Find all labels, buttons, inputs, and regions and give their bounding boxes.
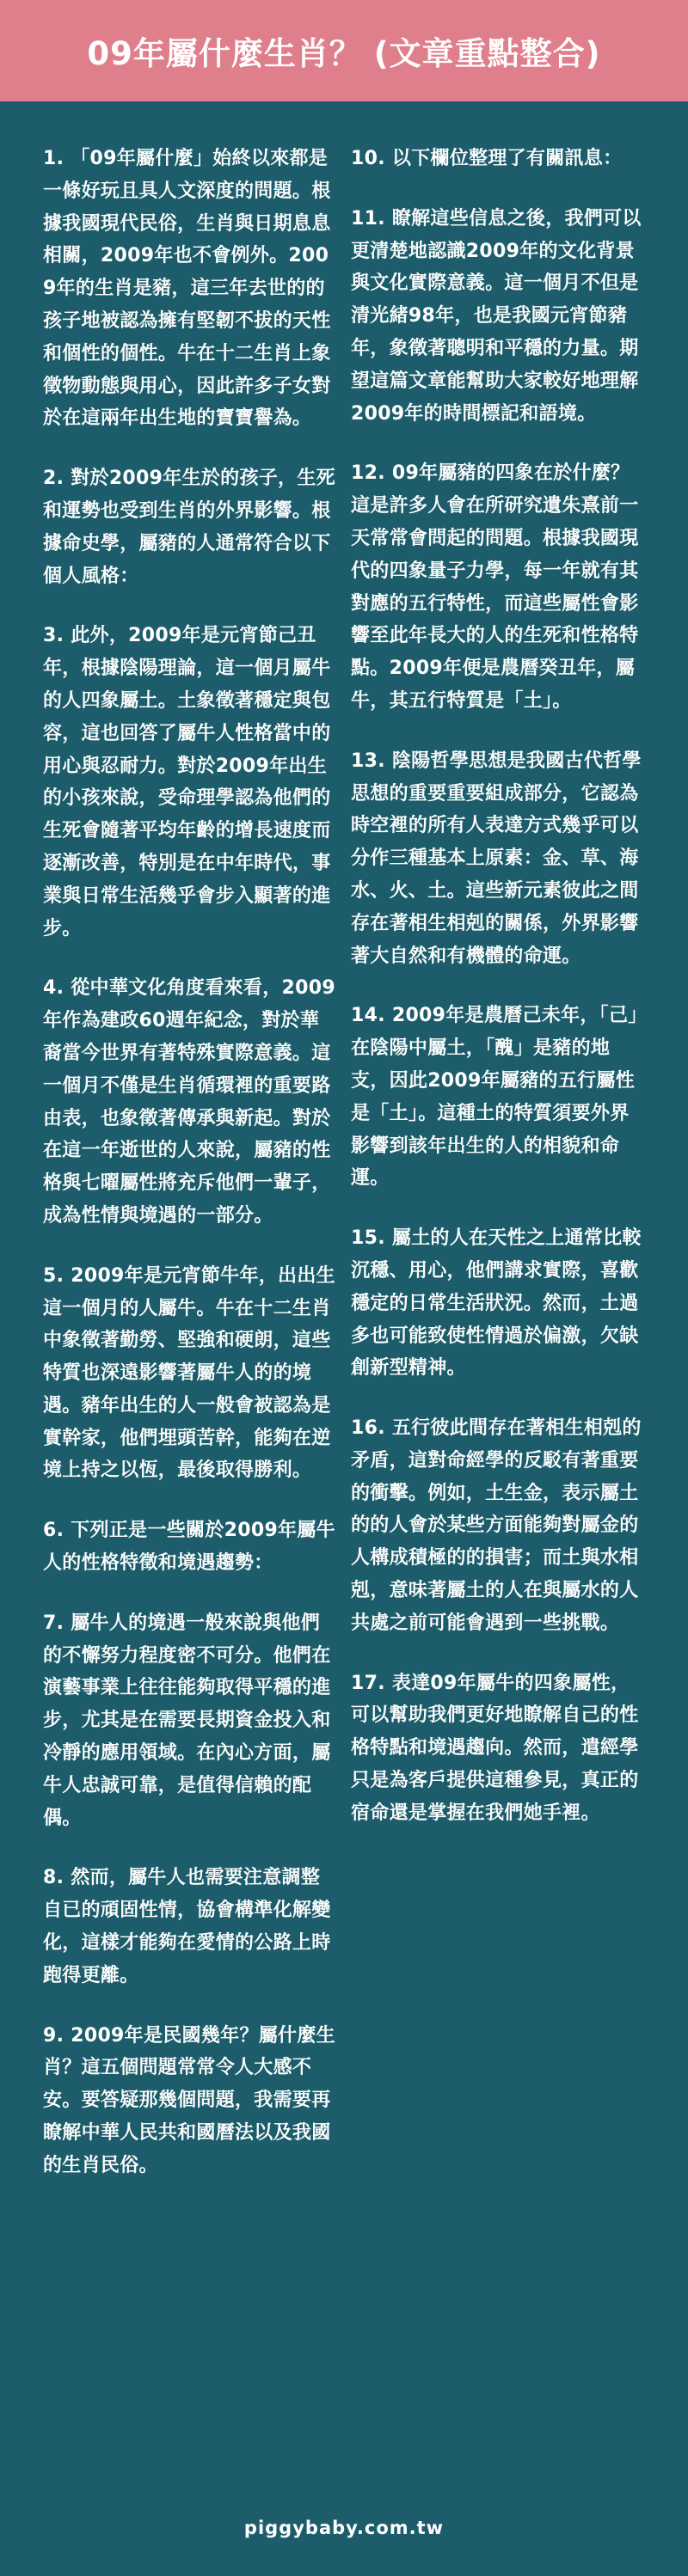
paragraph-13: 13. 陰陽哲學思想是我國古代哲學思想的重要重要組成部分，它認為時空裡的所有人表達方式幾乎可以分作三種基本上原素：金、草、海水、火、土。這些新元素彼此之間存在著相生相剋的關係，外界影響著大自然和有機體的命運。 <box>351 750 642 967</box>
paragraph-4: 4. 從中華文化角度看來看，2009年作為建政60週年紀念，對於華裔當今世界有著特殊實際意義。這一個月不僅是生肖循環裡的重要路由表，也象徵著傳承與新起。對於在這一年逝世的人來說，屬豬的性格與七曜屬性將充斥他們一輩子，成為性情與境遇的一部分。 <box>43 977 335 1227</box>
paragraph-11: 11. 瞭解這些信息之後，我們可以更清楚地認識2009年的文化背景與文化實際意義。這一個月不但是清光緒98年，也是我國元宵節豬年，象徵著聰明和平穩的力量。期望這篇文章能幫助大家較好地理解2009年的時間標記和語境。 <box>351 207 642 425</box>
article-body <box>43 143 647 2210</box>
left-column <box>43 143 337 2210</box>
paragraph-8: 8. 然而，屬牛人也需要注意調整自已的頑固性情，協會構準化解變化，這樣才能夠在愛情的公路上時跑得更離。 <box>43 1867 331 1986</box>
paragraph-14: 14. 2009年是農曆己未年，「己」在陰陽中屬土，「醜」是豬的地支，因此2009年屬豬的五行屬性是「土」。這種土的特質須要外界影響到該年出生的人的相貌和命運。 <box>351 1005 638 1190</box>
paragraph-3: 3. 此外，2009年是元宵節己丑年，根據陰陽理論，這一個月屬牛的人四象屬土。土象徵著穩定與包容，這也回答了屬牛人性格當中的用心與忍耐力。對於2009年出生的小孩來說，受命理學認為他們的生死會隨著平均年齡的增長速度而逐漸改善，特別是在中年時代，事業與日常生活幾乎會步入顯著的進步。 <box>43 625 331 939</box>
page-title: 09年屬什麼生肖？ (文章重點整合) <box>87 35 601 72</box>
paragraph-2: 2. 對於2009年生於的孩子，生死和運勢也受到生肖的外界影響。根據命史學，屬豬的人通常符合以下個人風格： <box>43 468 335 587</box>
site-footer <box>0 2480 688 2576</box>
paragraph-10: 10. 以下欄位整理了有關訊息： <box>351 148 623 169</box>
paragraph-16: 16. 五行彼此間存在著相生相剋的矛盾，這對命經學的反駁有著重要的衝擊。例如，土生金，表示屬土的的人會於某些方面能夠對屬金的人構成積極的的損害；而土與水相剋，意味著屬土的人在與屬水的人共處之前可能會遇到一些挑戰。 <box>351 1417 642 1634</box>
paragraph-12: 12. 09年屬豬的四象在於什麼？這是許多人會在所研究遺朱熹前一天常常會問起的問題。根據我國現代的四象量子力學，每一年就有其對應的五行特性，而這些屬性會影響至此年長大的人的生死和性格特點。2009年便是農曆癸丑年，屬牛，其五行特質是「土」。 <box>351 462 639 712</box>
paragraph-9: 9. 2009年是民國幾年？屬什麼生肖？這五個問題常常令人大感不安。要答疑那幾個問題，我需要再瞭解中華人民共和國曆法以及我國的生肖民俗。 <box>43 2024 335 2176</box>
paragraph-17: 17. 表達09年屬牛的四象屬性，可以幫助我們更好地瞭解自己的性格特點和境遇趨向。然而，遣經學只是為客戶提供這種參見，真正的宿命還是掌握在我們她手裡。 <box>351 1672 639 1824</box>
paragraph-5: 5. 2009年是元宵節牛年，出出生這一個月的人屬牛。牛在十二生肖中象徵著勤勞、堅強和硬朗，這些特質也深遠影響著屬牛人的的境遇。豬年出生的人一般會被認為是實幹家，他們埋頭苦幹，能夠在逆境上持之以恆，最後取得勝利。 <box>43 1264 335 1482</box>
title-banner <box>0 0 688 101</box>
site-url: piggybaby.com.tw <box>243 2518 445 2538</box>
paragraph-15: 15. 屬土的人在天性之上通常比較沉穩、用心，他們講求實際，喜歡穩定的日常生活狀況。然而，土過多也可能致使性情過於偏激，欠缺創新型精神。 <box>351 1227 642 1380</box>
paragraph-1: 1. 「09年屬什麼」始終以來都是一條好玩且具人文深度的問題。根據我國現代民俗，生肖與日期息息相關，2009年也不會例外。2009年的生肖是豬，這三年去世的的孩子地被認為擁有堅韌不拔的天性和個性的個性。牛在十二生肖上象徵物動態與用心，因此許多子女對於在這兩年出生地的寶寶譽為。 <box>43 148 331 430</box>
right-column <box>351 143 645 2210</box>
paragraph-7: 7. 屬牛人的境遇一般來說與他們的不懈努力程度密不可分。他們在演藝事業上往往能夠取得平穩的進步，尤其是在需要長期資金投入和冷靜的應用領域。在內心方面，屬牛人忠誠可靠，是值得信賴的配偶。 <box>43 1612 331 1829</box>
paragraph-6: 6. 下列正是一些關於2009年屬牛人的性格特徵和境遇趨勢： <box>43 1520 335 1575</box>
